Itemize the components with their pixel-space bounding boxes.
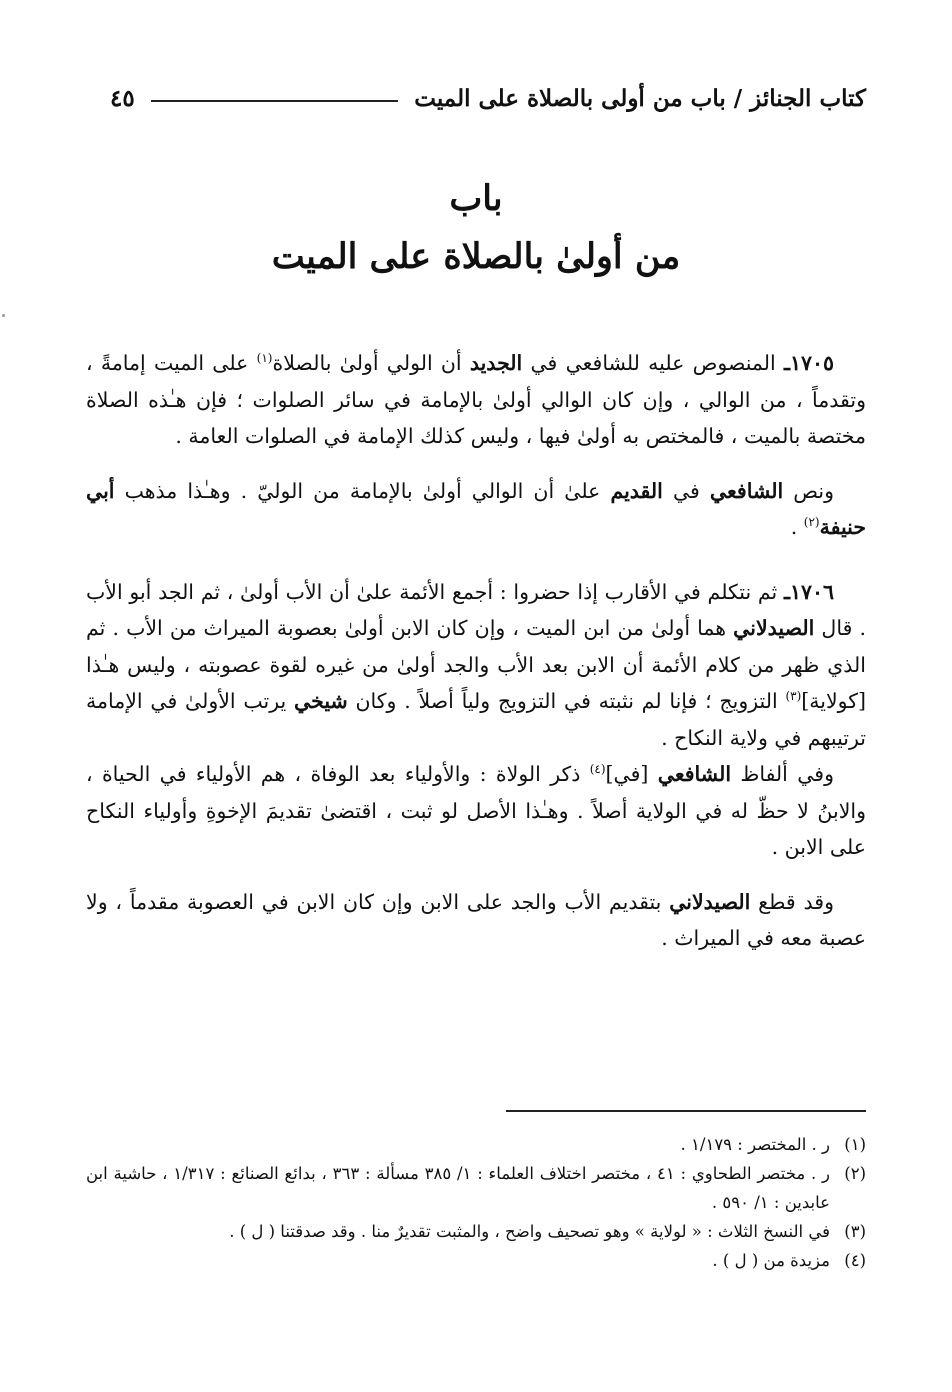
footnote-ref: (٤) [589, 762, 606, 777]
running-head-rule [151, 100, 399, 102]
text-run: بتقديم الأب والجد على الابن وإن كان الابن في العصوبة مقدماً ، ولا عصبة معه في الميراث . [86, 889, 866, 950]
paragraph-1705 [86, 345, 866, 455]
footnote-4 [86, 1246, 866, 1275]
bold-term: الجديد [469, 351, 523, 375]
footnote-separator [506, 1110, 866, 1112]
page-number: ٤٥ [110, 84, 135, 112]
footnote-ref: (٣) [785, 689, 802, 704]
text-run: التزويج ؛ فإنا لم نثبته في التزويج ولياً أصلاً . وكان [347, 689, 786, 713]
text-run: أن الولي أولىٰ بالصلاة [272, 351, 470, 375]
footnote-2 [86, 1159, 866, 1217]
bold-term: الشافعي [657, 762, 732, 786]
scan-speck [2, 314, 5, 317]
footnote-text: مزيدة من ( ل ) . [712, 1251, 830, 1270]
paragraph-1706 [86, 574, 866, 757]
paragraph-qadim [86, 473, 866, 546]
text-run: في [662, 478, 710, 503]
footnote-text: في النسخ الثلاث : « لولاية » وهو تصحيف واضح ، والمثبت تقديرٌ منا . وقد صدقتنا ( ل ) . [229, 1222, 830, 1241]
text-run: . [790, 515, 804, 539]
bold-term: القديم [610, 478, 663, 503]
footnotes [86, 1130, 866, 1275]
text-run: المنصوص عليه للشافعي في [522, 351, 784, 375]
text-run: ذكر الولاة : والأولياء بعد الوفاة ، هم الأولياء في الحياة ، والابنُ لا حظّ له في الولاية أصلاً . وهـٰذا الأصل لو ثبت ، اقتضىٰ تقديمَ الإخوةِ وأولياء النكاح على الابن . [86, 762, 866, 859]
footnote-3 [86, 1217, 866, 1246]
footnote-number: (١) [844, 1135, 866, 1154]
bold-term: شيخي [294, 689, 348, 713]
footnote-number: (٢) [844, 1164, 866, 1183]
footnote-text: ر . المختصر : ١/١٧٩ . [680, 1135, 830, 1154]
footnote-number: (٣) [844, 1222, 866, 1241]
text-run: يرتب الأولىٰ في الإمامة ترتيبهم في ولاية النكاح . [86, 689, 866, 750]
footnote-number: (٤) [844, 1251, 866, 1270]
paragraph-saydalani [86, 884, 866, 957]
text-run: هما أولىٰ من ابن الميت ، وإن كان الابن أولىٰ بعصوبة الميراث من الأب . ثم الذي ظهر من كلام الأئمة أن الابن بعد الأب والجد أولىٰ من غيره لقوة عصوبته ، وليس هـٰذا [كولاية] [86, 616, 866, 713]
bold-term: الشافعي [709, 478, 784, 503]
bold-term: الصيدلاني [733, 616, 815, 640]
text-run: وفي ألفاظ [731, 762, 834, 786]
text-run: وقد قطع [750, 889, 834, 914]
text-run: علىٰ أن الوالي أولىٰ بالإمامة من الوليّ . وهـٰذا مذهب [114, 478, 611, 503]
footnote-text: ر . مختصر الطحاوي : ٤١ ، مختصر اختلاف العلماء : ١/ ٣٨٥ مسألة : ٣٦٣ ، بدائع الصنائع : ١/٣١٧ ، حاشية ابن عابدين : ١/ ٥٩٠ . [86, 1164, 830, 1212]
running-head-title: كتاب الجنائز / باب من أولى بالصلاة على الميت [414, 84, 866, 112]
footnote-1 [86, 1130, 866, 1159]
text-run: ونص [783, 478, 834, 503]
text-run: [في] [605, 762, 658, 786]
text-run: على الميت إمامةً ، وتقدماً ، من الوالي ، وإن كان الوالي أولىٰ بالإمامة في سائر الصلوات ؛ فإن هـٰذه الصلاة مختصة بالميت ، فالمختص به أولىٰ فيها ، وليس كذلك الإمامة في الصلوات العامة . [86, 351, 866, 448]
chapter-label: باب [449, 178, 503, 219]
paragraph-number: ١٧٠٦ـ [783, 579, 834, 604]
running-head [110, 78, 866, 118]
bold-term: أبي حنيفة [86, 478, 866, 539]
footnote-ref: (٢) [803, 515, 820, 530]
footnote-ref: (١) [256, 351, 273, 366]
text-run: ثم نتكلم في الأقارب إذا حضروا : أجمع الأئمة علىٰ أن الأب أولىٰ ، ثم الجد أبو الأب . قال [86, 579, 866, 640]
bold-term: الصيدلاني [669, 889, 751, 914]
paragraph-alfaz [86, 756, 866, 866]
paragraph-number: ١٧٠٥ـ [783, 351, 834, 375]
chapter-title: من أولىٰ بالصلاة على الميت [271, 236, 681, 277]
body-text [86, 345, 866, 957]
